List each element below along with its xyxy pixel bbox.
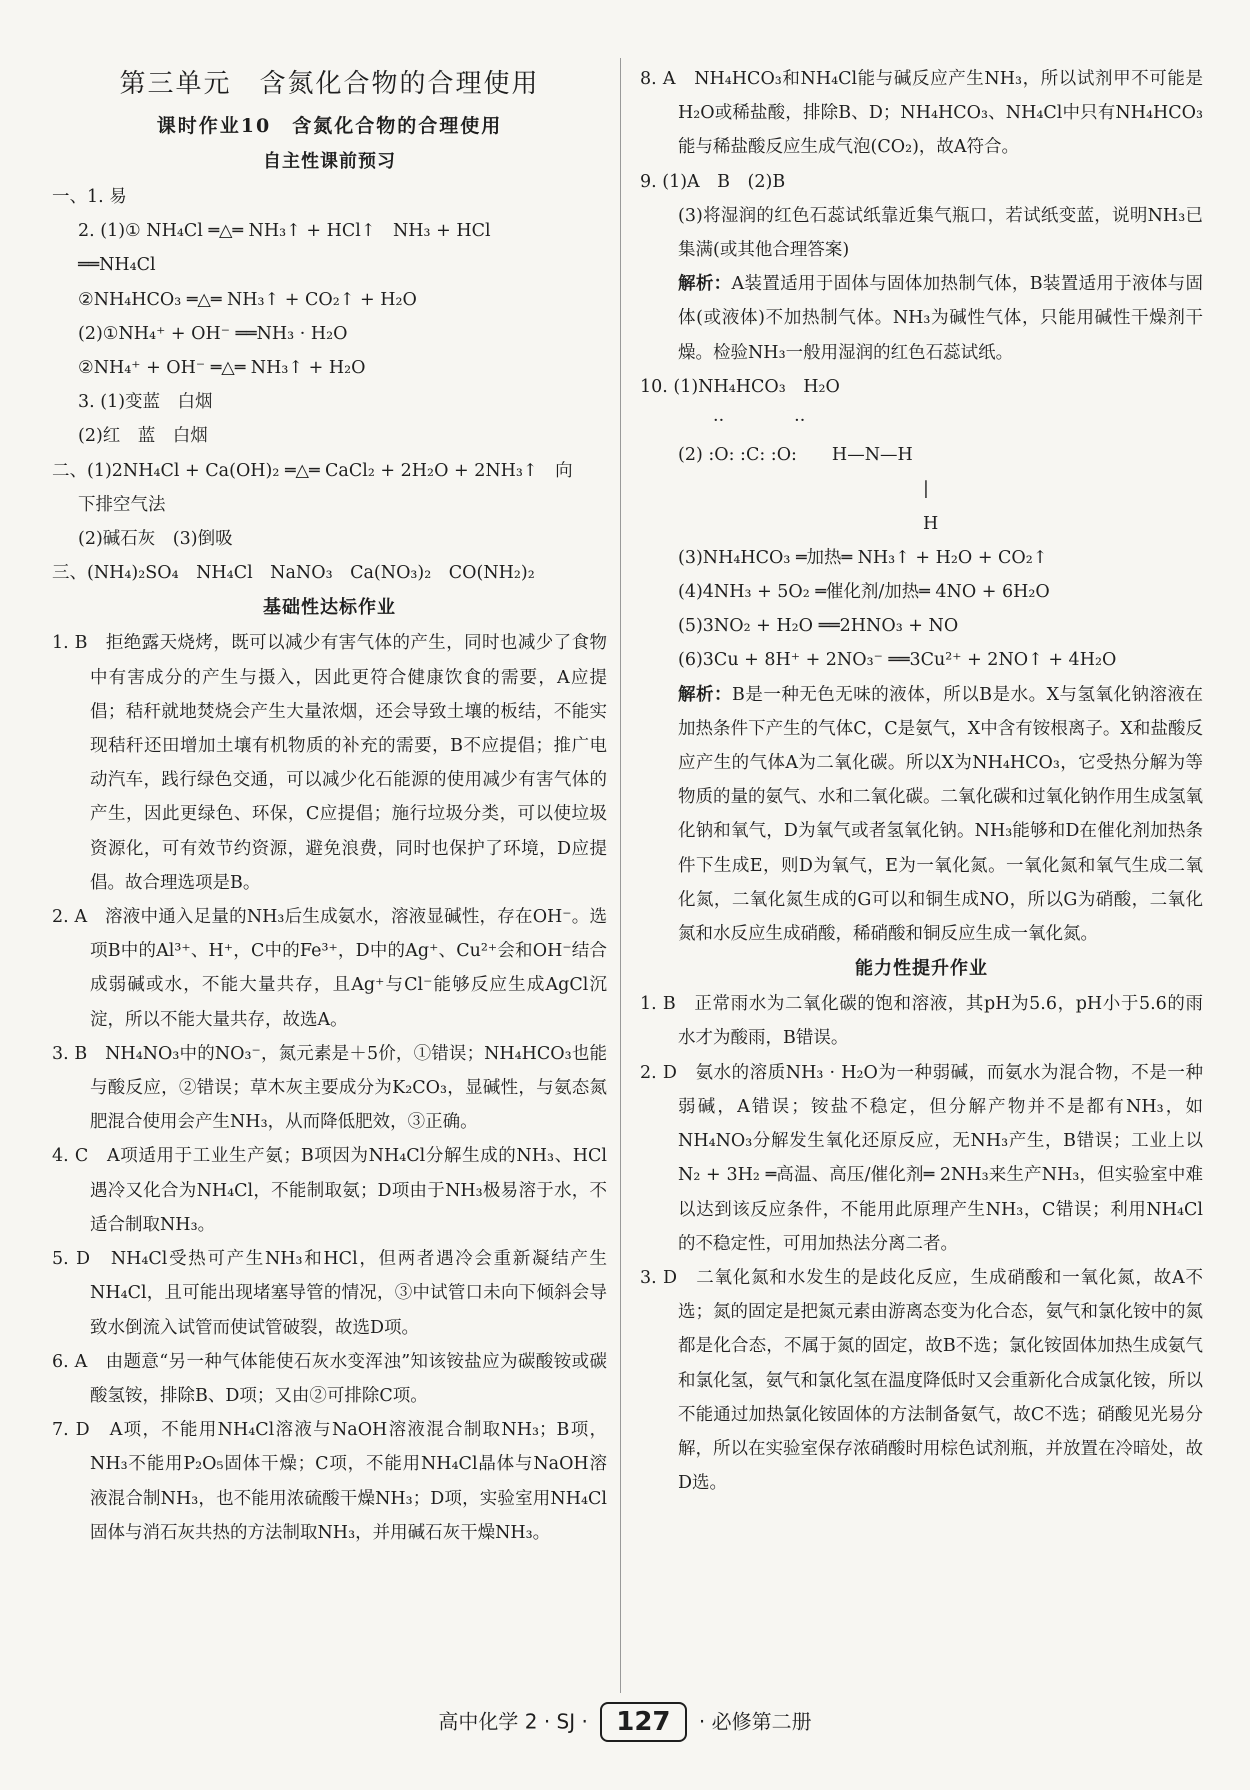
answer-line: (6)3Cu + 8H⁺ + 2NO₃⁻ ══3Cu²⁺ + 2NO↑ + 4H₂O: [678, 650, 1117, 671]
lesson-title: 课时作业10 含氮化合物的合理使用: [156, 115, 503, 137]
answer-item: 2. A 溶液中通入足量的NH₃后生成氨水，溶液显碱性，存在OH⁻。选项B中的Al³⁺、H⁺，C中的Fe³⁺，D中的Ag⁺、Cu²⁺会和OH⁻结合成弱碱或水，不能大量共存，且Ag⁺与Cl⁻能够反应生成AgCl沉淀，所以不能大量共存，故选A。: [52, 907, 607, 1030]
section-title-basic: 基础性达标作业: [263, 597, 396, 619]
answer-item: 2. D 氨水的溶质NH₃ · H₂O为一种弱碱，而氨水为混合物，不是一种弱碱，A错误；铵盐不稳定，但分解产物并不是都有NH₃，如NH₄NO₃分解发生氧化还原反应，无NH₃产生，B错误；工业上以N₂ + 3H₂ ═高温、高压/催化剂═ 2NH₃来生产NH₃，但实验室中难以达到该反应条件，不能用此原理产生NH₃，C错误；利用NH₄Cl的不稳定性，可用加热法分离二者。: [640, 1062, 1203, 1254]
answer-line: (4)4NH₃ + 5O₂ ═催化剂/加热═ 4NO + 6H₂O: [678, 582, 1050, 603]
answer-line: ══NH₄Cl: [78, 255, 156, 276]
answer-line: ·· ··: [678, 411, 806, 432]
answer-10: [640, 370, 1203, 678]
answer-line: (2) :O: :C: :O: H—N—H: [678, 445, 913, 466]
analysis-label: 解析：: [678, 684, 732, 705]
answer-line: 3. (1)变蓝 白烟: [78, 392, 213, 413]
answers-8-9: [640, 62, 1203, 267]
answer-line: 二、(1)2NH₄Cl + Ca(OH)₂ ═△═ CaCl₂ + 2H₂O + 2NH₃↑ 向: [52, 460, 573, 481]
answer-item: 3. D 二氧化氮和水发生的是歧化反应，生成硝酸和一氧化氮，故A不选；氮的固定是把氮元素由游离态变为化合态，氨气和氯化铵中的氮都是化合态，不属于氮的固定，故B不选；氯化铵固体加热生成氨气和氯化氢，氨气和氯化氢在温度降低时又会重新化合成氯化铵，所以不能通过加热氯化铵固体的方法制备氨气，故C不选；硝酸见光易分解，所以在实验室保存浓硝酸时用棕色试剂瓶，并放置在冷暗处，故D选。: [640, 1267, 1203, 1494]
answer-line: (5)3NO₂ + H₂O ══2HNO₃ + NO: [678, 616, 959, 637]
answer-line: ②NH₄HCO₃ ═△═ NH₃↑ + CO₂↑ + H₂O: [78, 289, 417, 310]
answer-line: ②NH₄⁺ + OH⁻ ═△═ NH₃↑ + H₂O: [78, 358, 366, 379]
answer-item: 1. B 拒绝露天烧烤，既可以减少有害气体的产生，同时也减少了食物中有害成分的产生与摄入，因此更符合健康饮食的需要，A应提倡；秸秆就地焚烧会产生大量浓烟，还会导致土壤的板结，不能实现秸秆还田增加土壤有机物质的补充的需要，B不应提倡；推广电动汽车，践行绿色交通，可以减少化石能源的使用减少有害气体的产生，因此更绿色、环保，C应提倡；施行垃圾分类，可以使垃圾资源化，可有效节约资源，避免浪费，同时也保护了环境，D应提倡。故合理选项是B。: [52, 633, 607, 893]
answer-line: (2)①NH₄⁺ + OH⁻ ══NH₃ · H₂O: [78, 323, 348, 344]
answer-line: 三、(NH₄)₂SO₄ NH₄Cl NaNO₃ Ca(NO₃)₂ CO(NH₂)₂: [52, 563, 535, 584]
footer-book: 高中化学 2 · SJ ·: [438, 1709, 588, 1734]
analysis-10-text: B是一种无色无味的液体，所以B是水。X与氢氧化钠溶液在加热条件下产生的气体C，C是氨气，X中含有铵根离子。X和盐酸反应产生的气体A为二氧化碳。所以X为NH₄HCO₃，它受热分解为等物质的量的氨气、水和二氧化碳。二氧化碳和过氧化钠作用生成氢氧化钠和氧气，D为氧气或者氢氧化钠。NH₃能够和D在催化剂加热条件下生成E，则D为氧气，E为一氧化氮。一氧化氮和氧气生成二氧化氮，二氧化氮生成的G可以和铜生成NO，所以G为硝酸，二氧化氮和水反应生成硝酸，稀硝酸和铜反应生成一氧化氮。: [678, 684, 1203, 945]
analysis-10: [640, 678, 1203, 952]
answer-item: (3)将湿润的红色石蕊试纸靠近集气瓶口，若试纸变蓝，说明NH₃已集满(或其他合理答案): [678, 205, 1203, 261]
answer-line: 下排空气法: [78, 494, 166, 515]
answer-item: 3. B NH₄NO₃中的NO₃⁻，氮元素是＋5价，①错误；NH₄HCO₃也能与酸反应，②错误；草木灰主要成分为K₂CO₃，显碱性，与氨态氮肥混合使用会产生NH₃，从而降低肥效，③正确。: [52, 1043, 607, 1133]
section-title-ability: 能力性提升作业: [855, 958, 988, 980]
section-title-preview: 自主性课前预习: [263, 151, 396, 172]
answer-item: 8. A NH₄HCO₃和NH₄Cl能与碱反应产生NH₃，所以试剂甲不可能是H₂O或稀盐酸，排除B、D；NH₄HCO₃、NH₄Cl中只有NH₄HCO₃能与稀盐酸反应生成气泡(CO₂)，故A符合。: [640, 69, 1203, 158]
analysis-label: 解析：: [678, 274, 732, 295]
preview-answers: [52, 180, 607, 590]
answer-line: (2)红 蓝 白烟: [78, 426, 208, 447]
page-footer: [0, 1700, 1250, 1742]
answer-line: (2)碱石灰 (3)倒吸: [78, 529, 233, 550]
page-number: 127: [600, 1702, 686, 1742]
ability-answers: [640, 987, 1203, 1500]
analysis-9-text: A装置适用于固体与固体加热制气体，B装置适用于液体与固体(或液体)不加热制气体。NH₃为碱性气体，只能用碱性干燥剂干燥。检验NH₃一般用湿润的红色石蕊试纸。: [678, 274, 1203, 363]
answer-item: 9. (1)A B (2)B: [640, 171, 786, 192]
answer-line: H: [678, 513, 939, 534]
column-divider: [620, 58, 621, 1693]
right-column: [640, 62, 1203, 1500]
answer-line: 一、1. 易: [52, 187, 127, 207]
left-column: [52, 62, 607, 1550]
answer-item: 1. B 正常雨水为二氧化碳的饱和溶液，其pH为5.6，pH小于5.6的雨水才为酸雨，B错误。: [640, 994, 1203, 1049]
basic-answers: [52, 626, 607, 1549]
unit-title: 第三单元 含氮化合物的合理使用: [119, 69, 540, 99]
answer-line: (3)NH₄HCO₃ ═加热═ NH₃↑ + H₂O + CO₂↑: [678, 547, 1048, 568]
answer-line: |: [678, 479, 929, 500]
answer-item: 7. D A项，不能用NH₄Cl溶液与NaOH溶液混合制取NH₃；B项，NH₃不能用P₂O₅固体干燥；C项，不能用NH₄Cl晶体与NaOH溶液混合制NH₃，也不能用浓硫酸干燥NH₃；D项，实验室用NH₄Cl固体与消石灰共热的方法制取NH₃，并用碱石灰干燥NH₃。: [52, 1420, 607, 1543]
analysis-9: [640, 267, 1203, 370]
footer-volume: · 必修第二册: [698, 1709, 812, 1734]
answer-item: 4. C A项适用于工业生产氨；B项因为NH₄Cl分解生成的NH₃、HCl遇冷又化合为NH₄Cl，不能制取氨；D项由于NH₃极易溶于水，不适合制取NH₃。: [52, 1146, 607, 1235]
answer-line: 10. (1)NH₄HCO₃ H₂O: [640, 376, 840, 397]
answer-item: 5. D NH₄Cl受热可产生NH₃和HCl，但两者遇冷会重新凝结产生NH₄Cl，且可能出现堵塞导管的情况，③中试管口未向下倾斜会导致水倒流入试管而使试管破裂，故选D项。: [52, 1249, 607, 1338]
answer-line: 2. (1)① NH₄Cl ═△═ NH₃↑ + HCl↑ NH₃ + HCl: [78, 221, 491, 242]
answer-item: 6. A 由题意“另一种气体能使石灰水变浑浊”知该铵盐应为碳酸铵或碳酸氢铵，排除B、D项；又由②可排除C项。: [52, 1351, 607, 1406]
